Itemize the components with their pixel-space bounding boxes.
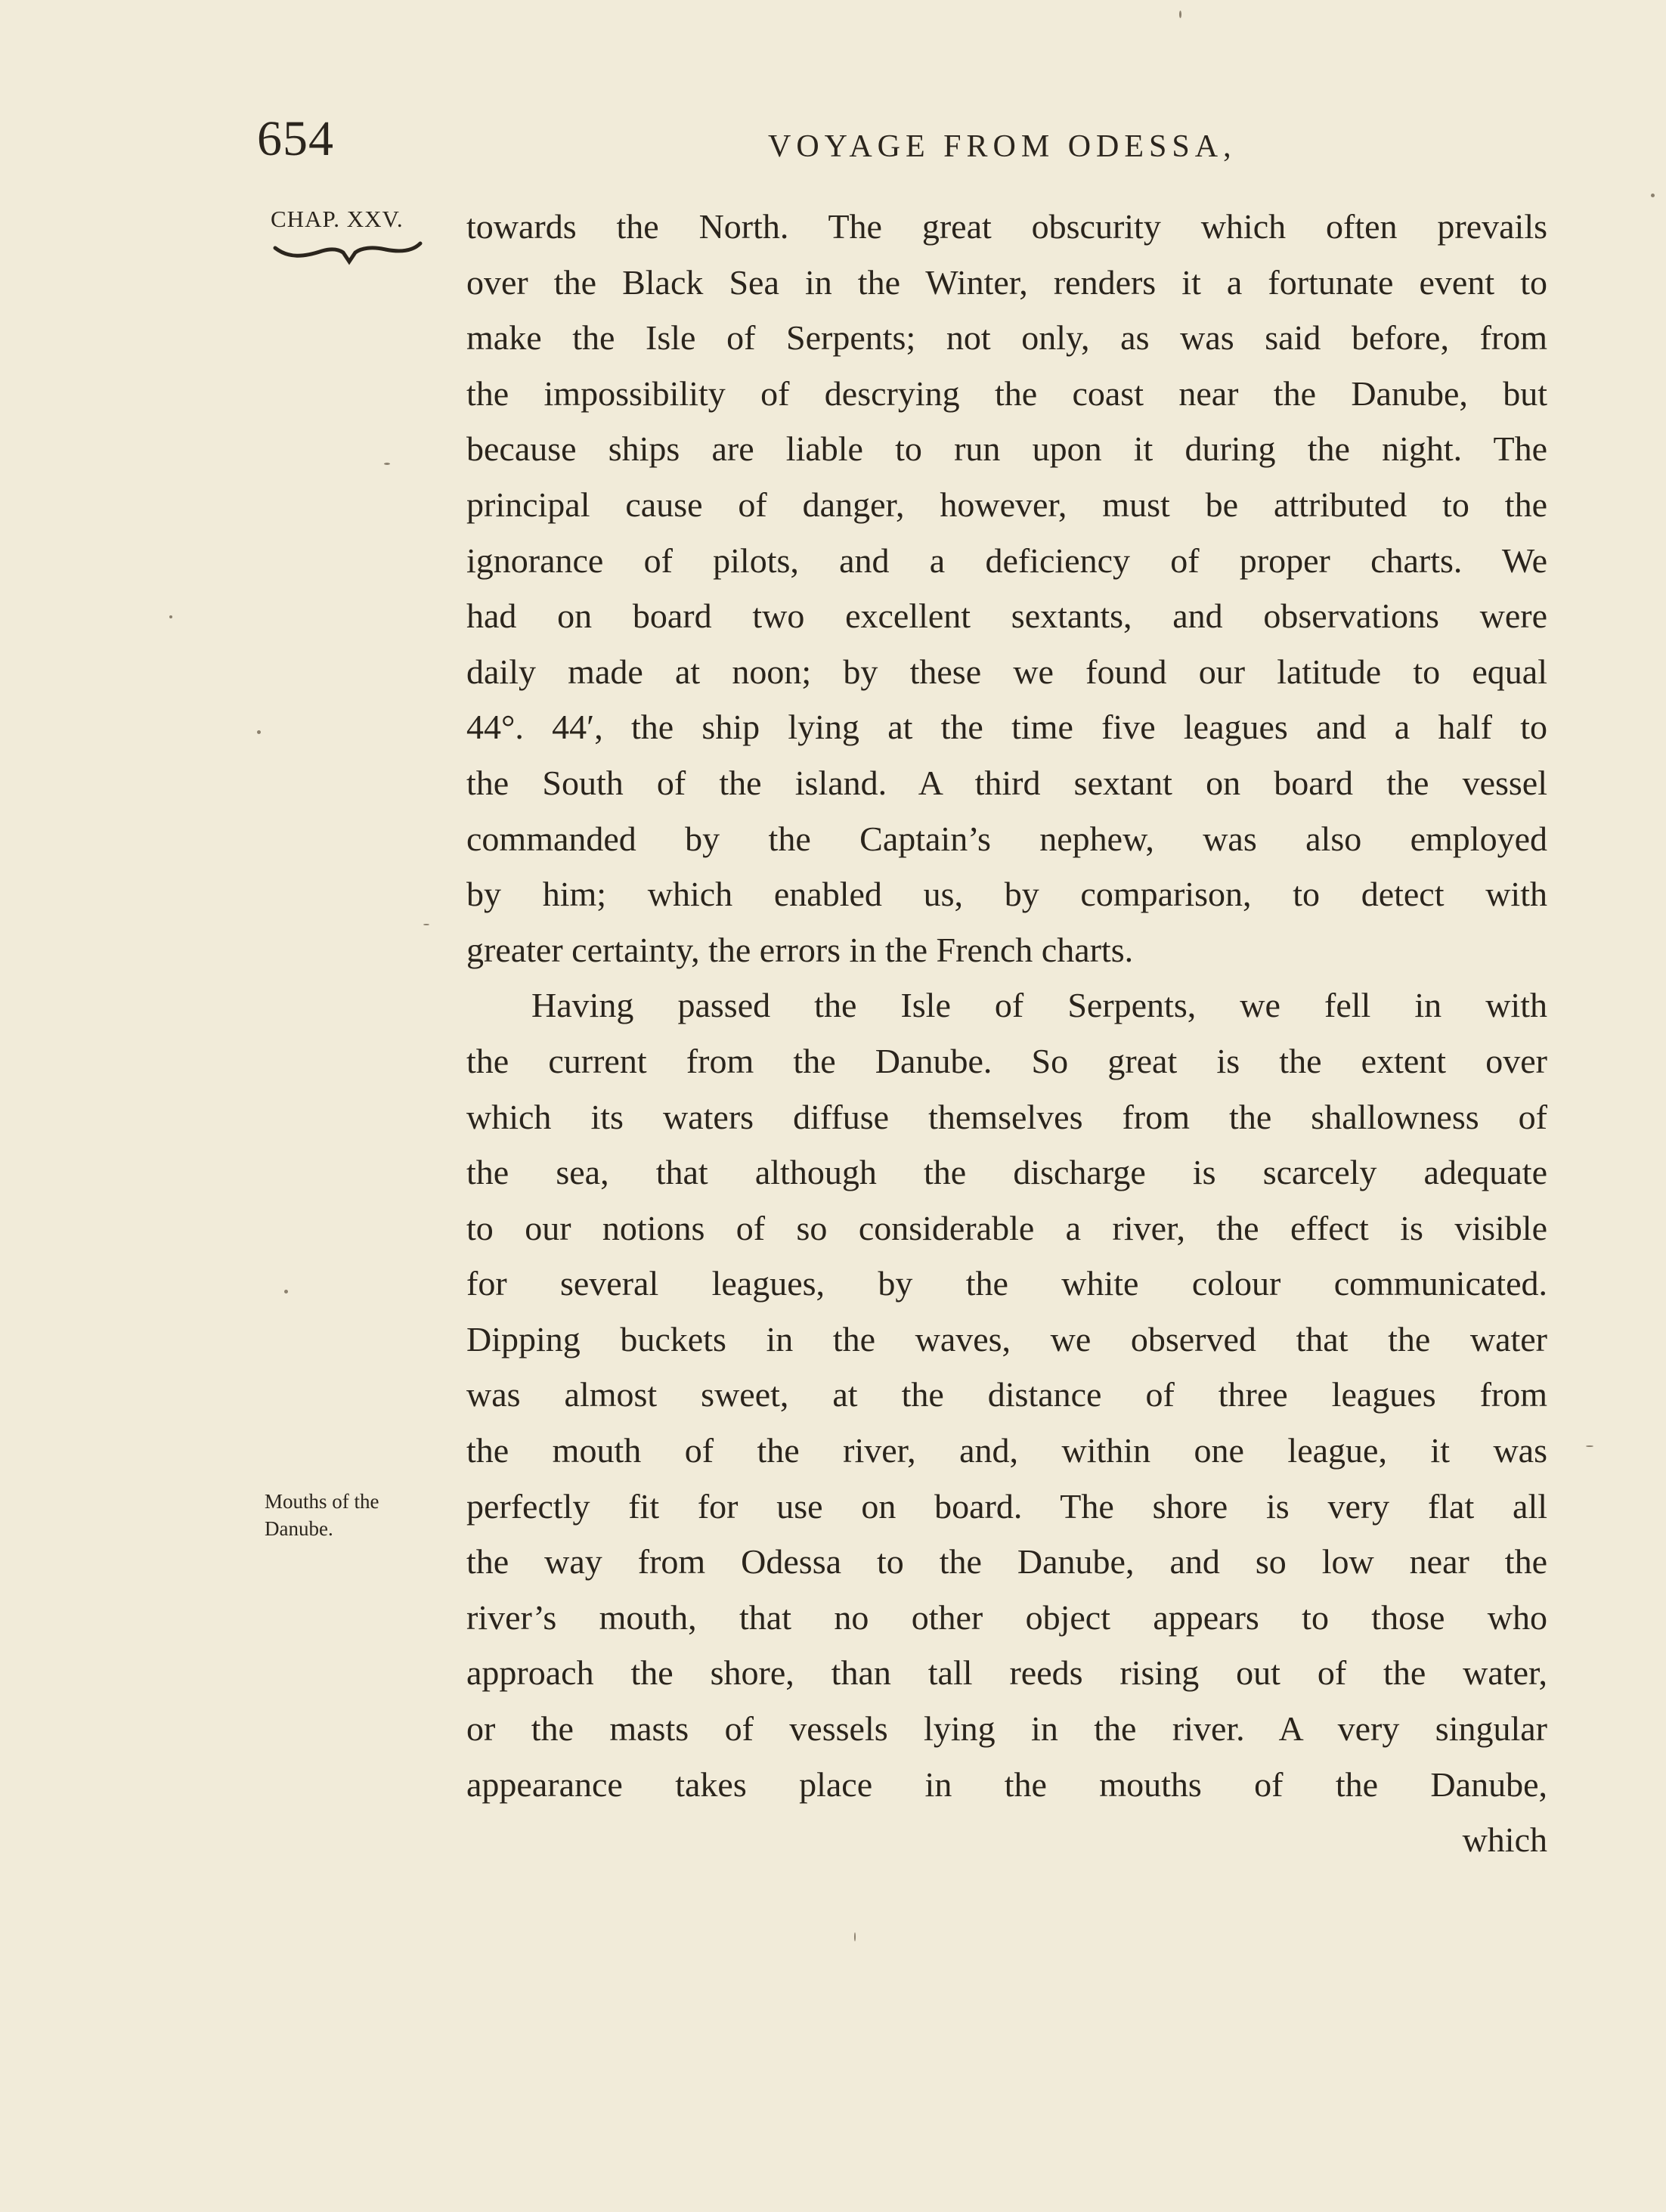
text-line: make the Isle of Serpents; not only, as was said before, from: [466, 318, 1547, 358]
text-line: for several leagues, by the white colour communicated.: [466, 1264, 1547, 1303]
paper-speck: [284, 1290, 288, 1293]
text-line: perfectly fit for use on board. The shore is very flat all: [466, 1486, 1547, 1526]
running-head: VOYAGE FROM ODESSA,: [768, 129, 1237, 164]
text-line: the way from Odessa to the Danube, and so low near the: [466, 1542, 1547, 1582]
text-line: the impossibility of descrying the coast near the Danube, but: [466, 373, 1547, 413]
text-line: because ships are liable to run upon it during the night. The: [466, 429, 1547, 469]
text-line: had on board two excellent sextants, and observations were: [466, 596, 1547, 636]
text-line: towards the North. The great obscurity which often prevails: [466, 207, 1547, 246]
text-line: by him; which enabled us, by comparison, to detect with: [466, 875, 1547, 914]
text-line: 44°. 44′, the ship lying at the time five leagues and a half to: [466, 708, 1547, 747]
margin-note-line-1: Mouths of the: [265, 1490, 379, 1513]
page-number: 654: [257, 111, 334, 166]
paper-speck: [1651, 194, 1655, 197]
text-line: principal cause of danger, however, must be attributed to the: [466, 485, 1547, 524]
text-line: which its waters diffuse themselves from the shallowness of: [466, 1097, 1547, 1136]
paper-speck: [169, 615, 172, 618]
paper-speck: [1179, 11, 1181, 18]
text-line: over the Black Sea in the Winter, renders it a fortunate event to: [466, 262, 1547, 302]
margin-note-line-2: Danube.: [265, 1517, 333, 1540]
paper-speck: [1586, 1445, 1593, 1447]
text-line: river’s mouth, that no other object appears to those who: [466, 1597, 1547, 1637]
margin-note-mouths-of-danube: [265, 1488, 379, 1542]
chapter-ornament: [272, 240, 423, 266]
text-line: Dipping buckets in the waves, we observed that the water: [466, 1319, 1547, 1358]
paper-speck: [854, 1932, 856, 1941]
text-line: approach the shore, than tall reeds rising out of the water,: [466, 1653, 1547, 1693]
catchword: which: [1462, 1820, 1547, 1860]
text-line: commanded by the Captain’s nephew, was also employed: [466, 819, 1547, 858]
text-line: the South of the island. A third sextant on board the vessel: [466, 763, 1547, 802]
text-line: Having passed the Isle of Serpents, we fell in with: [531, 986, 1547, 1025]
paper-speck: [423, 924, 429, 925]
text-line: to our notions of so considerable a river, the effect is visible: [466, 1208, 1547, 1247]
paper-speck: [384, 463, 390, 465]
body-text: [466, 199, 1547, 1868]
text-line: the sea, that although the discharge is scarcely adequate: [466, 1153, 1547, 1192]
text-line: ignorance of pilots, and a deficiency of proper charts. We: [466, 541, 1547, 580]
text-line: daily made at noon; by these we found our latitude to equal: [466, 652, 1547, 691]
chapter-label: CHAP. XXV.: [271, 206, 404, 232]
text-line: was almost sweet, at the distance of three leagues from: [466, 1375, 1547, 1414]
text-line: the mouth of the river, and, within one league, it was: [466, 1431, 1547, 1470]
text-line: appearance takes place in the mouths of the Danube,: [466, 1764, 1547, 1804]
text-line: the current from the Danube. So great is the extent over: [466, 1041, 1547, 1080]
text-line: greater certainty, the errors in the French charts.: [466, 930, 1134, 969]
paper-speck: [257, 730, 261, 734]
text-line: or the masts of vessels lying in the river. A very singular: [466, 1709, 1547, 1749]
